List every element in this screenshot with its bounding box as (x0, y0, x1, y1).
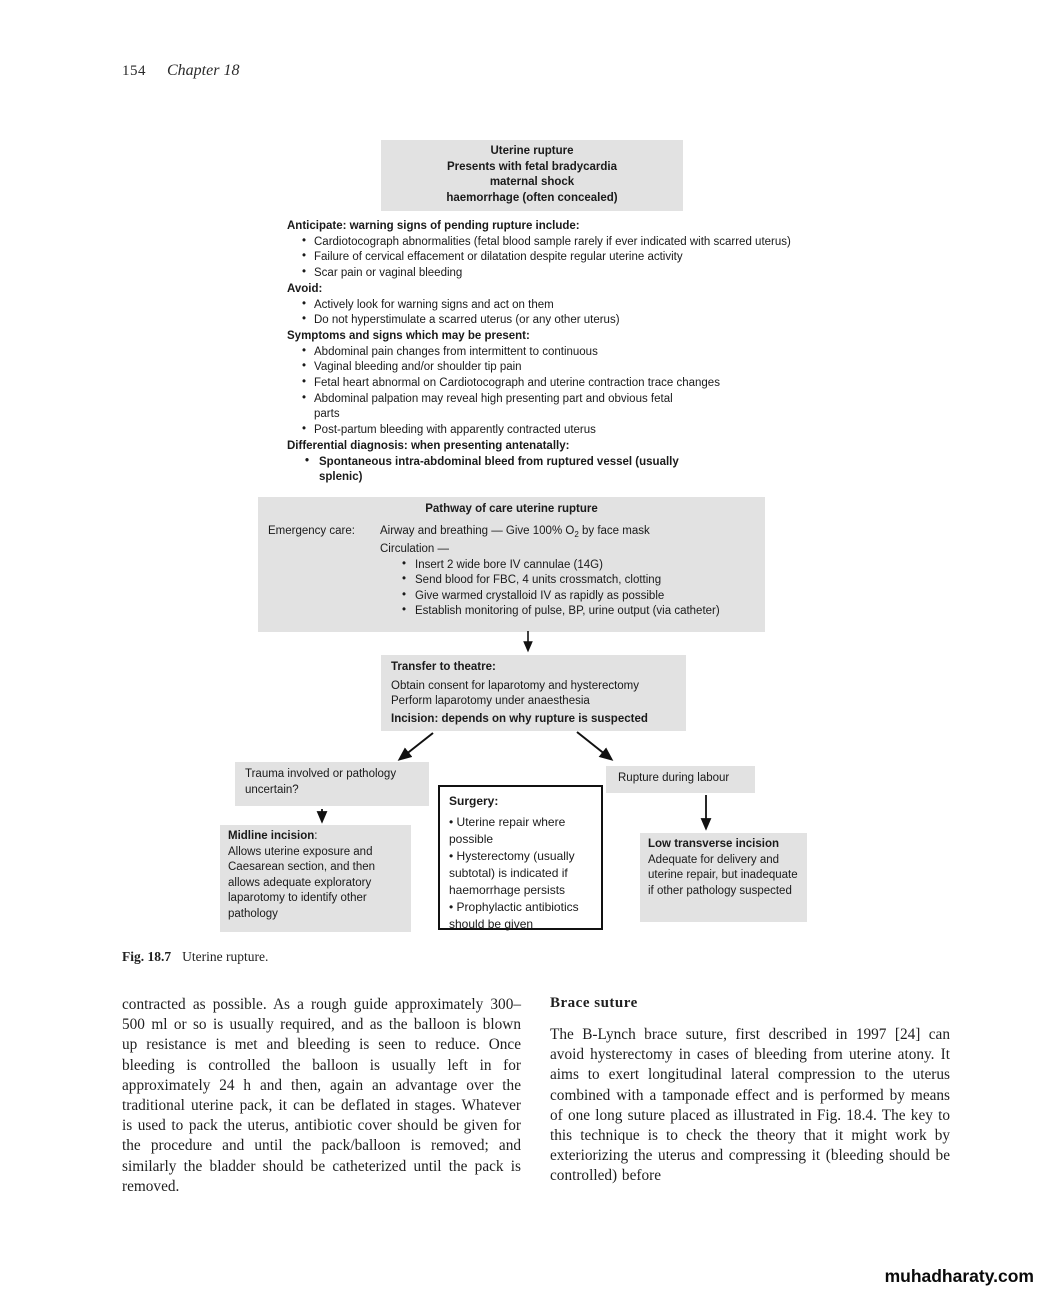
anticipate-heading: Anticipate: warning signs of pending rupture include: (287, 220, 580, 232)
pathway-title: Pathway of care uterine rupture (425, 503, 598, 515)
figure-caption (122, 949, 268, 965)
midline-title-colon: : (314, 830, 318, 842)
presentation-line: haemorrhage (often concealed) (446, 191, 618, 204)
list-item: • Establish monitoring of pulse, BP, urine output (via catheter) (380, 604, 765, 620)
list-item: • Failure of cervical effacement or dilatation despite regular uterine activity (287, 250, 927, 266)
page-header (122, 62, 239, 80)
differential-heading: Differential diagnosis: when presenting antenatally: (287, 439, 570, 452)
transfer-line: Perform laparotomy under anaesthesia (391, 695, 590, 707)
left-column-paragraph: contracted as possible. As a rough guide approximately 300–500 ml or so is usually required, and as the balloon is blown up resistance is met and bleeding is seen to reduce. Once bleeding is controlled the balloon is usually left in for approximately 24 h and then, again an advantage over the traditional uterine pack, it can be deflated in stages. Whatever is used to pack the uterus, antibiotic cover should be given for the procedure and until the pack/balloon is removed; and similarly the bladder should be catheterized until the pack is removed. (122, 996, 521, 1195)
list-item: • Fetal heart abnormal on Cardiotocograph and uterine contraction trace changes (287, 376, 927, 392)
list-item-line: • Spontaneous intra-abdominal bleed from ruptured vessel (usually (319, 455, 679, 468)
incision-line: Incision: depends on why rupture is suspected (391, 712, 648, 725)
airway-line (380, 524, 765, 543)
brace-suture-heading: Brace suture (550, 995, 638, 1011)
right-column-paragraph: The B-Lynch brace suture, first described in 1997 [24] can avoid hysterectomy in cases of bleeding from uterine atony. It aims to exert longitudinal lateral compression to the uterus combined with a tamponade effect and is performed by means of one long suture placed as illustrated in Fig. 18.4. The key to this technique is to check the theory that it might work by exteriorizing the uterus and compressing it (bleeding should be controlled) before (550, 1026, 950, 1185)
presentation-line: Uterine rupture (490, 145, 574, 157)
low-transverse-body: Adequate for delivery and uterine repair, but inadequate if other pathology suspected (648, 853, 798, 897)
emergency-care-content (380, 524, 765, 620)
chapter-title: Chapter 18 (167, 62, 240, 79)
presentation-box (381, 140, 683, 211)
list-item (287, 455, 927, 486)
presentation-line: Presents with fetal bradycardia (446, 160, 617, 173)
surgery-item: • Hysterectomy (usually subtotal) is indicated if haemorrhage persists (449, 848, 592, 899)
circulation-line: Circulation — (380, 543, 450, 555)
arrow-transfer-to-rupture (577, 732, 611, 759)
surgery-title: Surgery: (449, 794, 499, 808)
list-item-line: splenic) (319, 471, 363, 484)
midline-title-line (228, 829, 403, 845)
pathway-of-care-box (258, 497, 765, 632)
page-number: 154 (122, 63, 146, 79)
surgery-item: • Uterine repair where possible (449, 814, 592, 848)
figure-caption-text: Uterine rupture. (182, 949, 269, 964)
o2-subscript: 2 (574, 529, 579, 539)
transfer-line: Obtain consent for laparotomy and hysterectomy (391, 679, 640, 692)
surgery-box (438, 785, 603, 930)
transfer-title: Transfer to theatre: (391, 661, 496, 673)
surgery-item: • Prophylactic antibiotics should be given (449, 899, 592, 933)
airway-text-end: by face mask (578, 524, 650, 537)
list-item: • Post-partum bleeding with apparently contracted uterus (287, 423, 927, 439)
list-item: • Vaginal bleeding and/or shoulder tip pain (287, 360, 927, 376)
avoid-heading: Avoid: (287, 282, 323, 295)
low-transverse-incision-box (640, 833, 807, 922)
emergency-care-label: Emergency care: (268, 524, 355, 537)
low-transverse-title: Low transverse incision (648, 838, 780, 850)
arrow-transfer-to-trauma (400, 733, 433, 759)
list-item: • Scar pain or vaginal bleeding (287, 266, 927, 282)
list-item: • Cardiotocograph abnormalities (fetal blood sample rarely if ever indicated with scarred uterus) (287, 235, 927, 251)
midline-incision-box (220, 825, 411, 932)
list-item-line: • Abdominal palpation may reveal high presenting part and obvious fetal (314, 392, 673, 405)
trauma-decision-box: Trauma involved or pathology uncertain? (235, 762, 429, 806)
airway-text: Airway and breathing — Give 100% O (380, 524, 575, 537)
midline-body: Allows uterine exposure and Caesarean section, and then allows adequate exploratory laparotomy to identify other pathology (228, 845, 376, 920)
figure-caption-label: Fig. 18.7 (122, 949, 172, 964)
presentation-line: maternal shock (489, 176, 575, 188)
list-item (287, 392, 927, 423)
list-item: • Send blood for FBC, 4 units crossmatch, clotting (380, 573, 765, 589)
watermark: muhadharaty.com (884, 1266, 1034, 1286)
midline-title: Midline incision (228, 830, 315, 842)
list-item: • Give warmed crystalloid IV as rapidly as possible (380, 589, 765, 605)
list-item: • Actively look for warning signs and act on them (287, 298, 927, 314)
symptoms-heading: Symptoms and signs which may be present: (287, 329, 530, 342)
rupture-during-labour-box: Rupture during labour (606, 766, 755, 793)
transfer-to-theatre-box (381, 655, 686, 731)
list-item: • Abdominal pain changes from intermittent to continuous (287, 345, 927, 361)
list-item: • Do not hyperstimulate a scarred uterus (or any other uterus) (287, 313, 927, 329)
warning-signs-list (287, 219, 927, 486)
list-item-line: parts (314, 408, 340, 421)
list-item: • Insert 2 wide bore IV cannulae (14G) (380, 558, 765, 574)
